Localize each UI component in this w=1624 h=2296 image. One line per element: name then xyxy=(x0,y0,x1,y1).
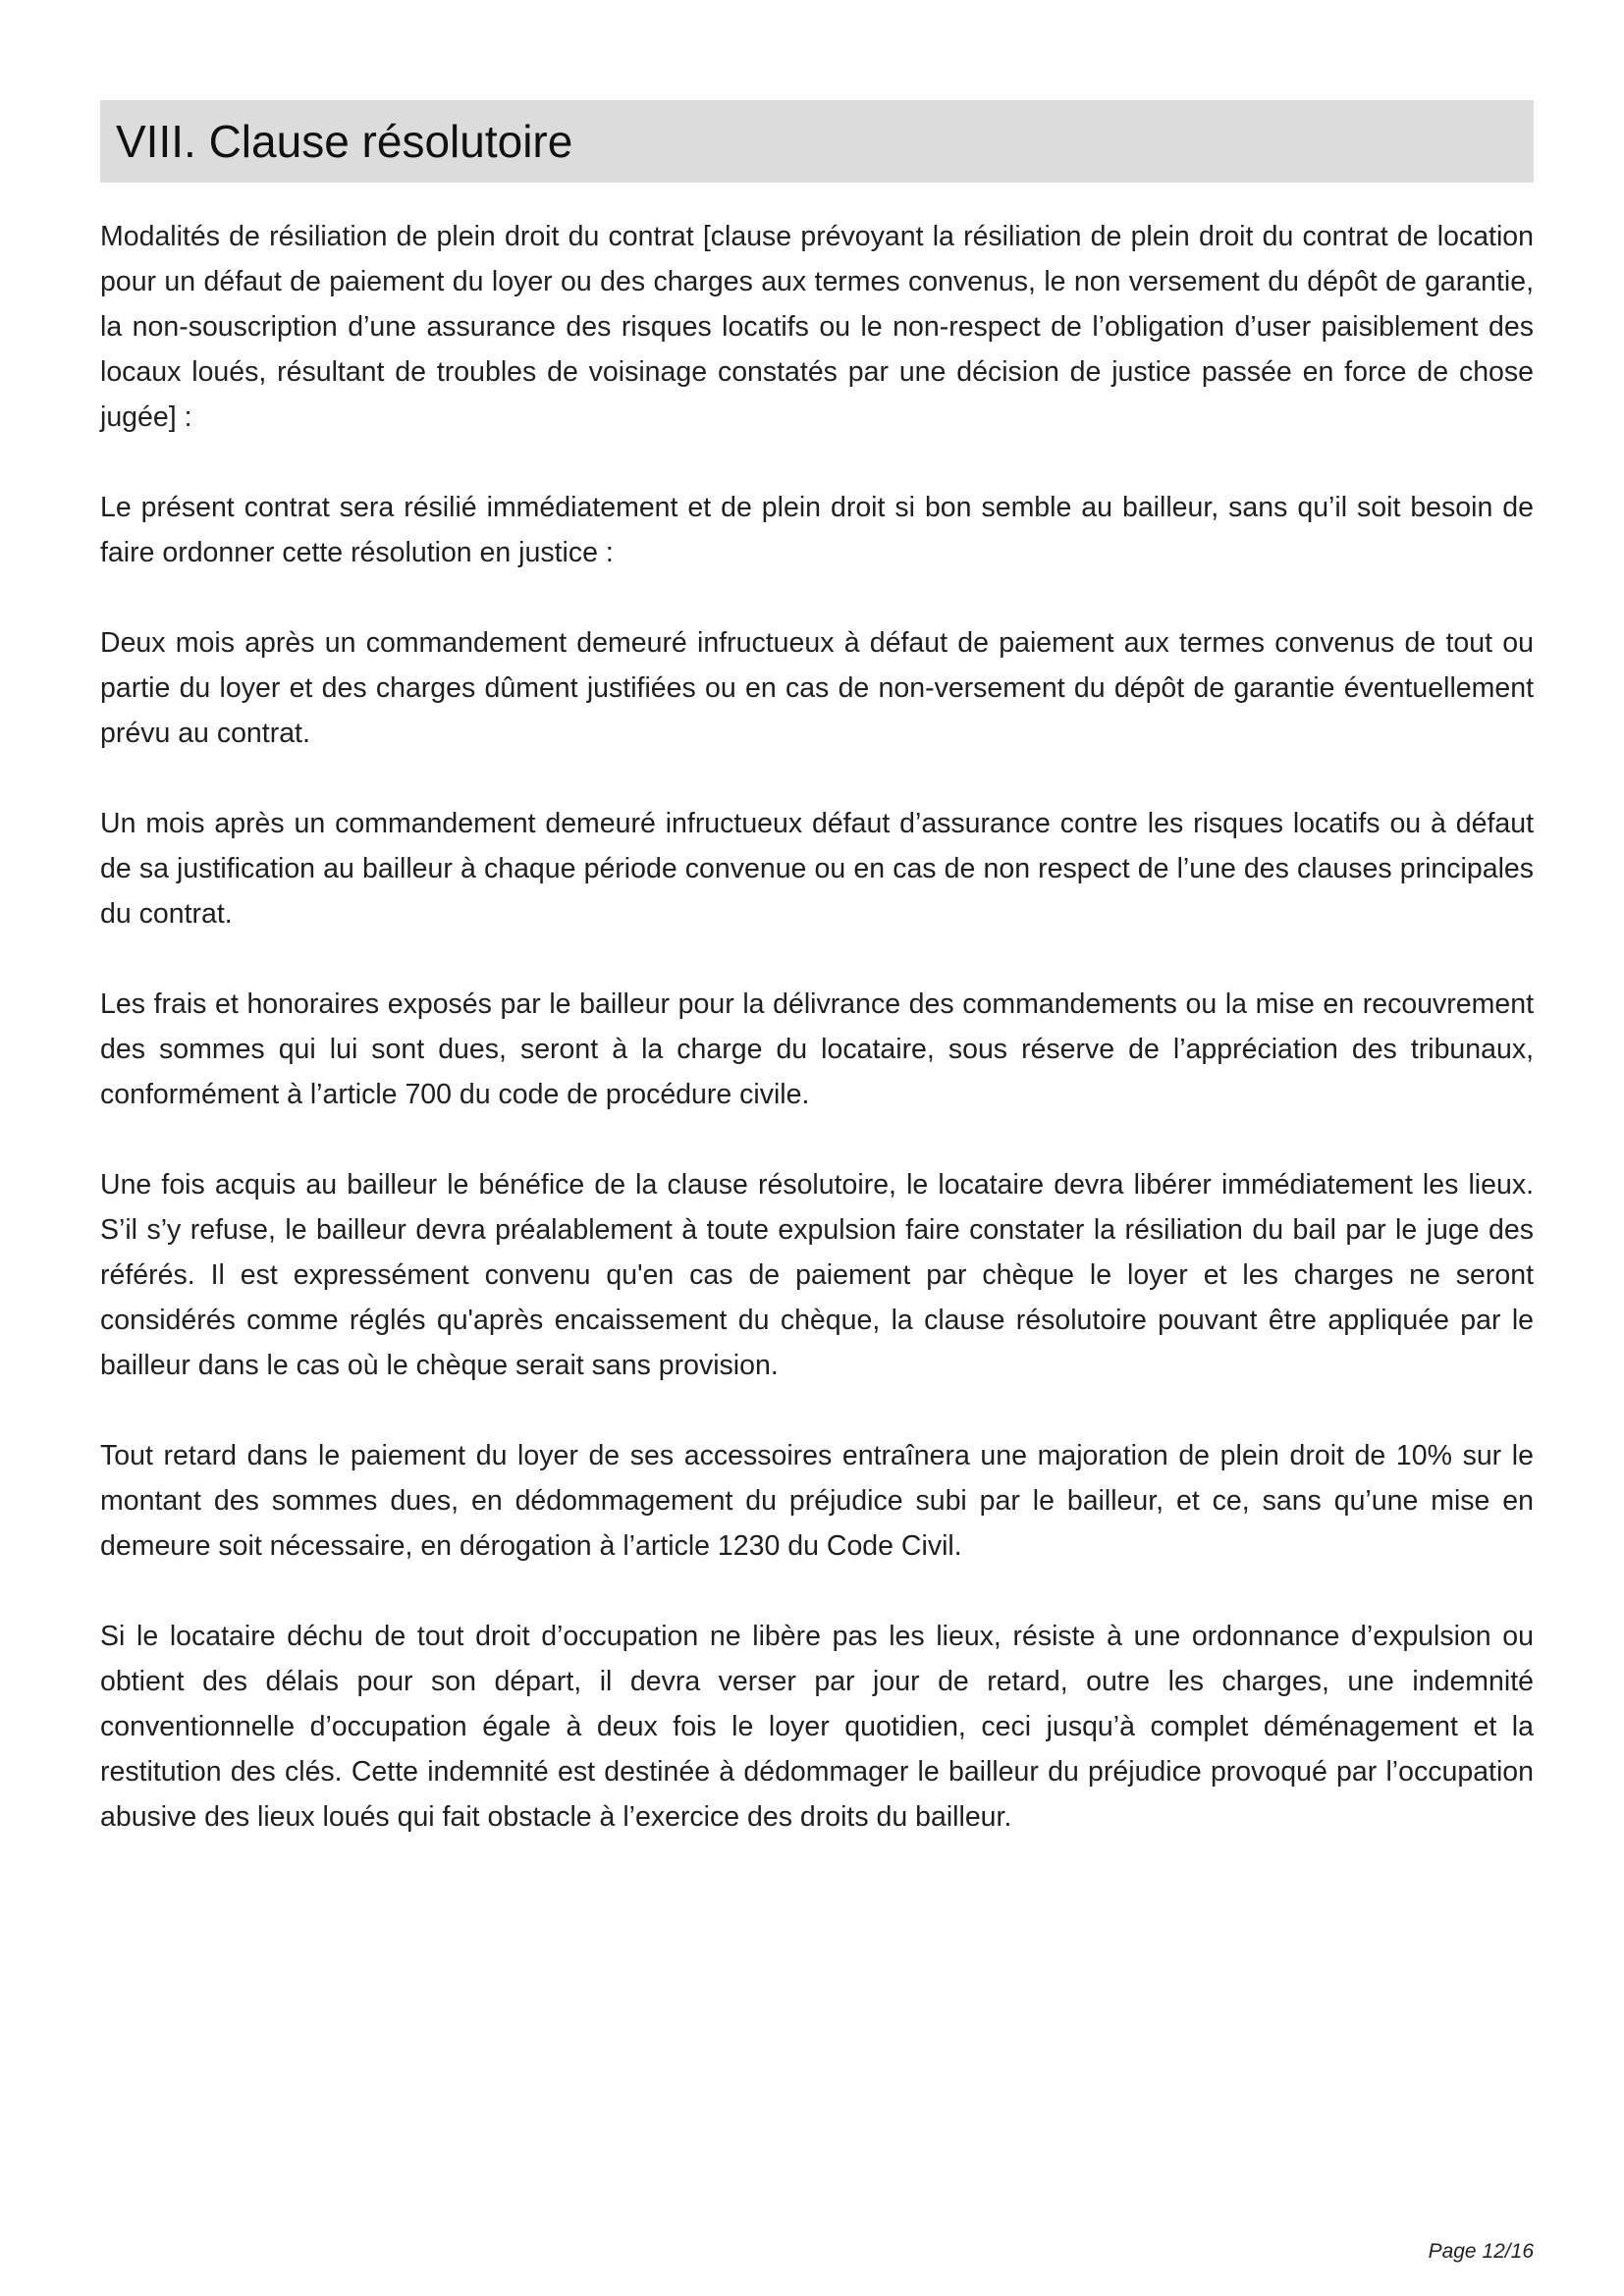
paragraph-8: Si le locataire déchu de tout droit d’occupation ne libère pas les lieux, résiste à une ordonnance d’expulsion ou obtient des délais pour son départ, il devra verser par jour de retard, outre les charges, une indemnité conventionnelle d’occupation égale à deux fois le loyer quotidien, ceci jusqu’à complet déménagement et la restitution des clés. Cette indemnité est destinée à dédommager le bailleur du préjudice provoqué par l’occupation abusive des lieux loués qui fait obstacle à l’exercice des droits du bailleur. xyxy=(100,1621,1534,1833)
section-title: VIII. Clause résolutoire xyxy=(116,116,573,167)
section-header xyxy=(100,100,1534,183)
paragraph-2: Le présent contrat sera résilié immédiatement et de plein droit si bon semble au bailleur, sans qu’il soit besoin de faire ordonner cette résolution en justice : xyxy=(100,492,1534,568)
paragraph-4: Un mois après un commandement demeuré infructueux défaut d’assurance contre les risques locatifs ou à défaut de sa justification au bailleur à chaque période convenue ou en cas de non respect de l’une des clauses principales du contrat. xyxy=(100,808,1534,930)
paragraph-3: Deux mois après un commandement demeuré infructueux à défaut de paiement aux termes convenus de tout ou partie du loyer et des charges dûment justifiées ou en cas de non-versement du dépôt de garantie éventuellement prévu au contrat. xyxy=(100,627,1534,749)
paragraph-6: Une fois acquis au bailleur le bénéfice de la clause résolutoire, le locataire devra libérer immédiatement les lieux. S’il s’y refuse, le bailleur devra préalablement à toute expulsion faire constater la résiliation du bail par le juge des référés. Il est expressément convenu qu'en cas de paiement par chèque le loyer et les charges ne seront considérés comme réglés qu'après encaissement du chèque, la clause résolutoire pouvant être appliquée par le bailleur dans le cas où le chèque serait sans provision. xyxy=(100,1169,1534,1381)
paragraph-7: Tout retard dans le paiement du loyer de ses accessoires entraînera une majoration de plein droit de 10% sur le montant des sommes dues, en dédommagement du préjudice subi par le bailleur, et ce, sans qu’une mise en demeure soit nécessaire, en dérogation à l’article 1230 du Code Civil. xyxy=(100,1440,1534,1562)
page-number: Page 12/16 xyxy=(1428,2240,1534,2263)
paragraph-1: Modalités de résiliation de plein droit du contrat [clause prévoyant la résiliation de plein droit du contrat de location pour un défaut de paiement du loyer ou des charges aux termes convenus, le non versement du dépôt de garantie, la non-souscription d’une assurance des risques locatifs ou le non-respect de l’obligation d’user paisiblement des locaux loués, résultant de troubles de voisinage constatés par une décision de justice passée en force de chose jugée] : xyxy=(100,221,1534,433)
section-body xyxy=(100,214,1534,1885)
paragraph-5: Les frais et honoraires exposés par le bailleur pour la délivrance des commandements ou la mise en recouvrement des sommes qui lui sont dues, seront à la charge du locataire, sous réserve de l’appréciation des tribunaux, conformément à l’article 700 du code de procédure civile. xyxy=(100,988,1534,1110)
